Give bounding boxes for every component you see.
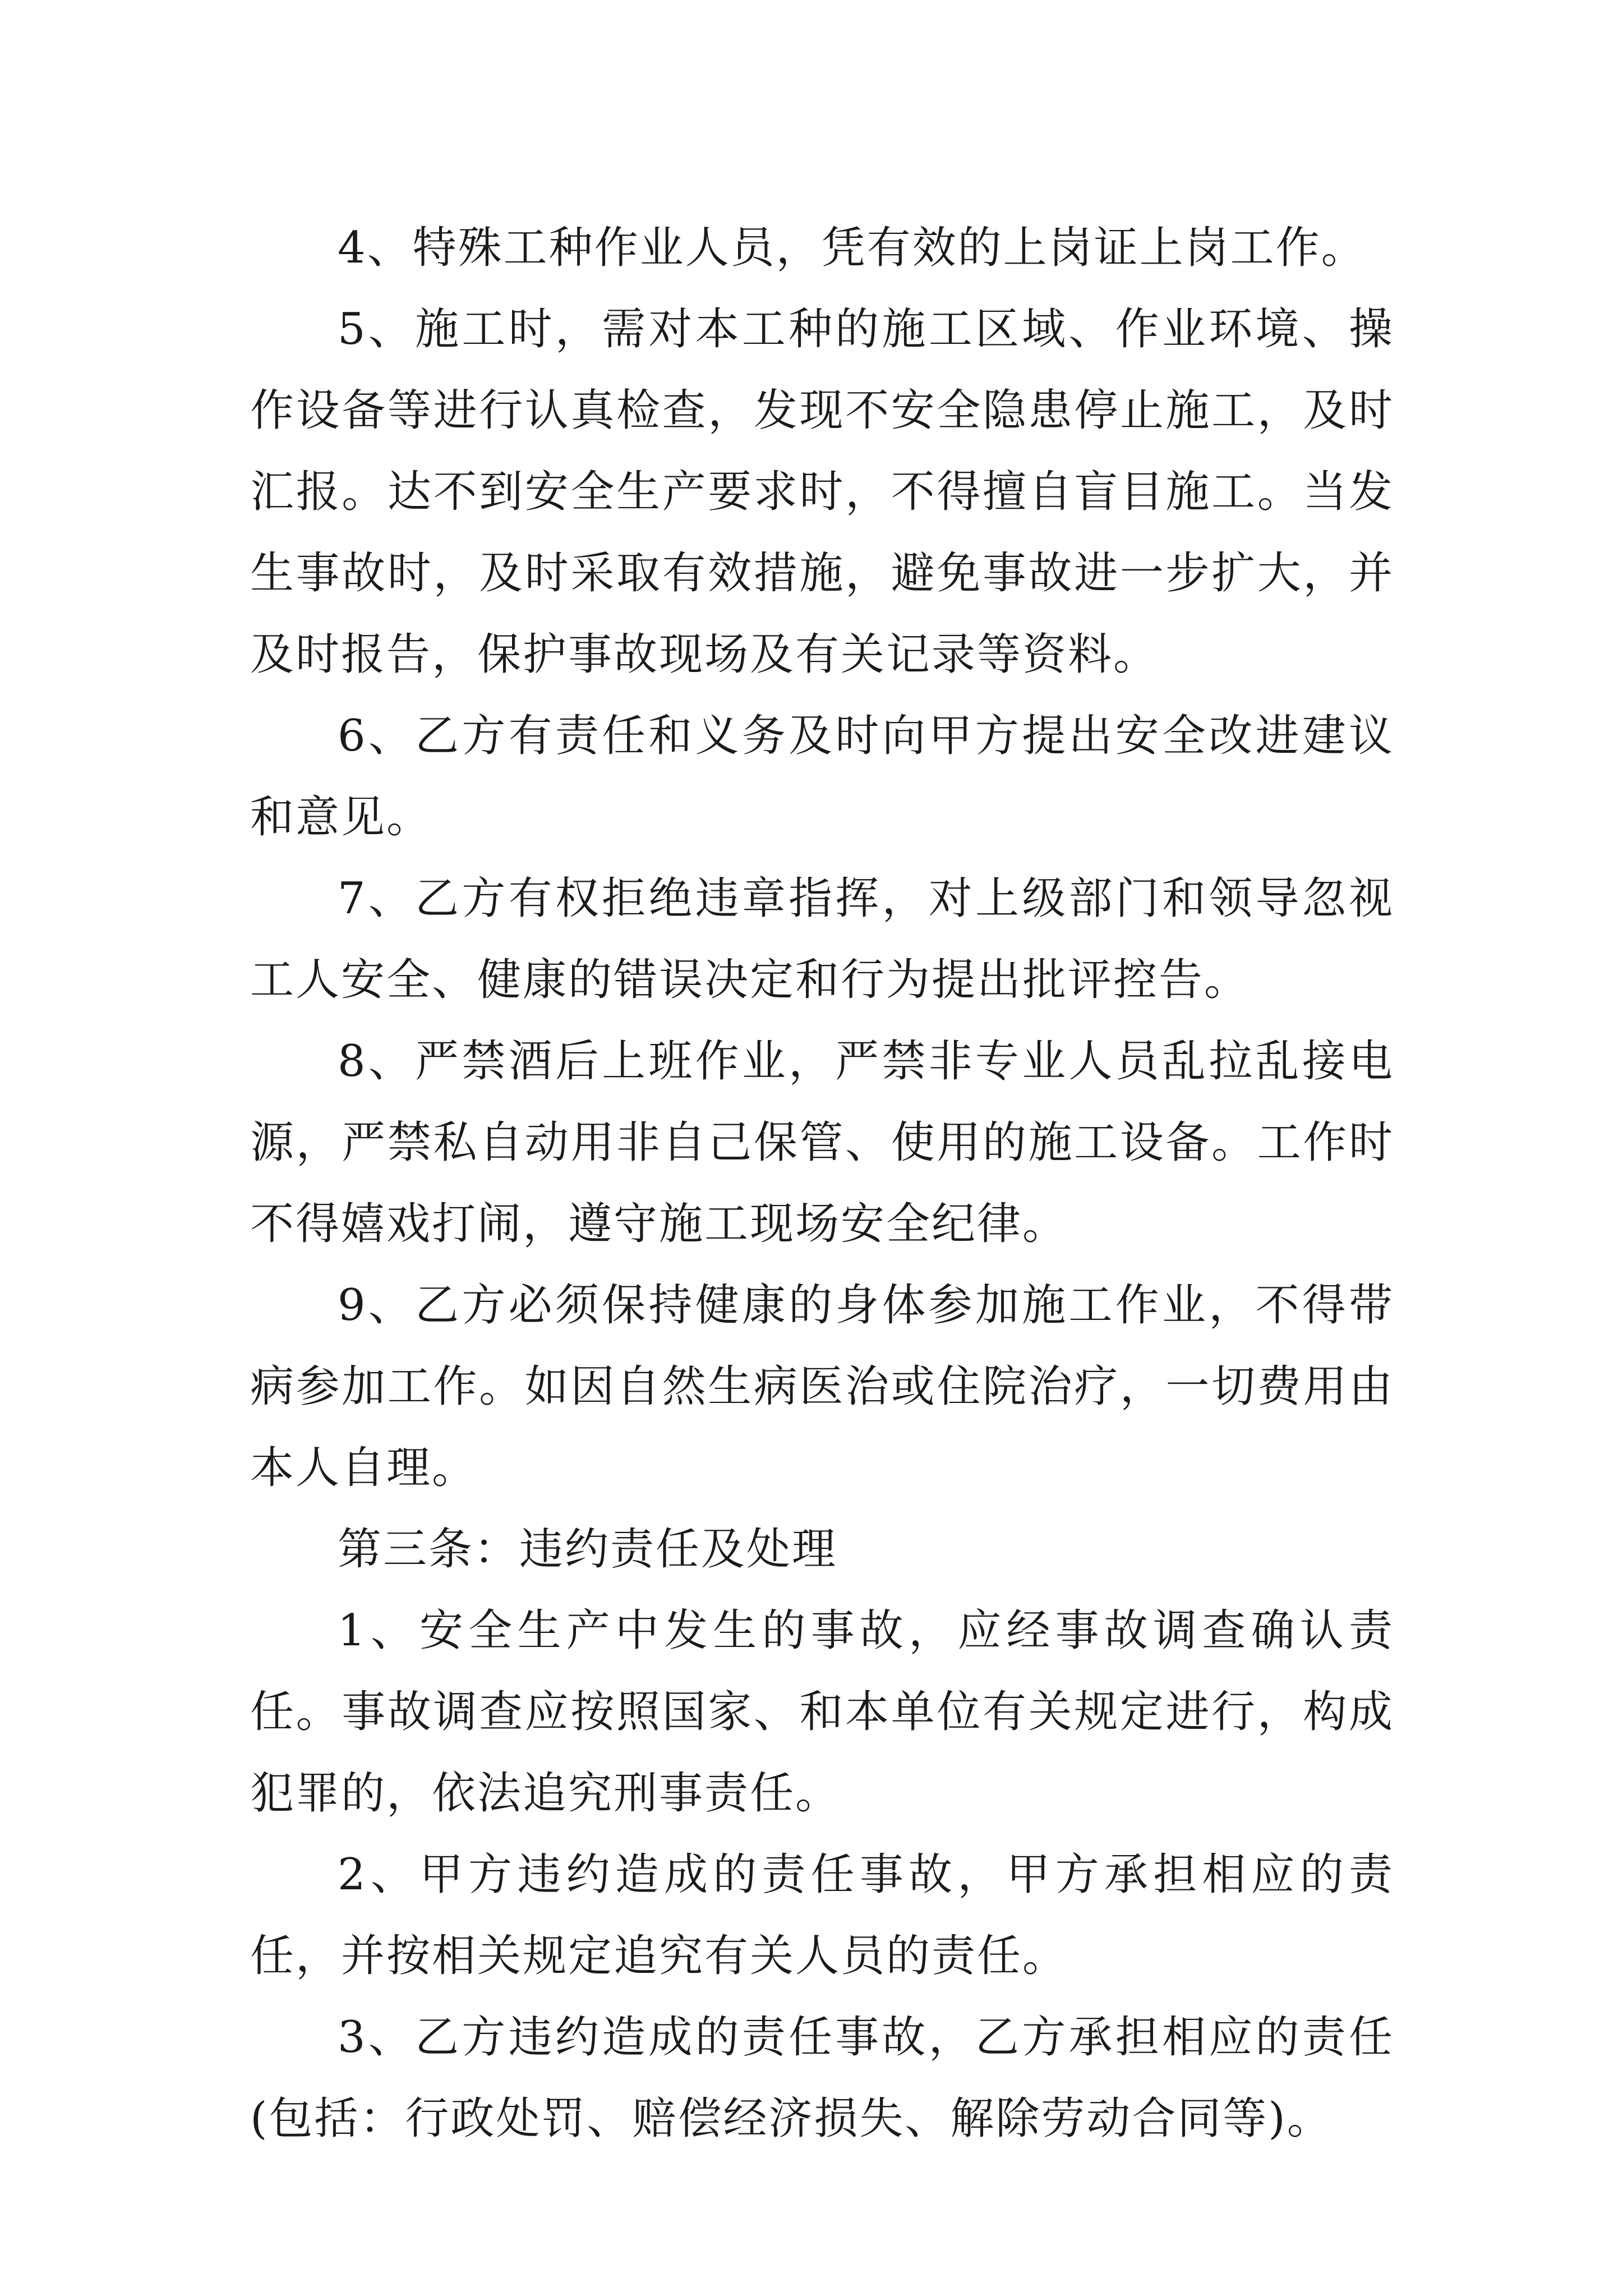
clause-item-6: 6、乙方有责任和义务及时向甲方提出安全改进建议和意见。: [250, 711, 1394, 843]
clause-item-8: 8、严禁酒后上班作业，严禁非专业人员乱拉乱接电源，严禁私自动用非自己保管、使用的施工设备。工作时不得嬉戏打闹，遵守施工现场安全纪律。: [250, 1036, 1394, 1249]
section-heading-article-3: 第三条：违约责任及处理: [338, 1524, 838, 1575]
liability-item-2: 2、甲方违约造成的责任事故，甲方承担相应的责任，并按相关规定追究有关人员的责任。: [250, 1849, 1394, 1981]
clause-item-4: 4、特殊工种作业人员，凭有效的上岗证上岗工作。: [338, 223, 1367, 273]
liability-item-1: 1、安全生产中发生的事故，应经事故调查确认责任。事故调查应按照国家、和本单位有关规定进行，构成犯罪的，依法追究刑事责任。: [250, 1605, 1394, 1819]
clause-item-7: 7、乙方有权拒绝违章指挥，对上级部门和领导忽视工人安全、健康的错误决定和行为提出批评控告。: [250, 873, 1394, 1005]
clause-item-9: 9、乙方必须保持健康的身体参加施工作业，不得带病参加工作。如因自然生病医治或住院治疗，一切费用由本人自理。: [250, 1280, 1394, 1493]
clause-item-5: 5、施工时，需对本工种的施工区域、作业环境、操作设备等进行认真检查，发现不安全隐患停止施工，及时汇报。达不到安全生产要求时，不得擅自盲目施工。当发生事故时，及时采取有效措施，避免事故进一步扩大，并及时报告，保护事故现场及有关记录等资料。: [250, 304, 1394, 680]
document-body: [250, 208, 1394, 2160]
liability-item-3: 3、乙方违约造成的责任事故，乙方承担相应的责任(包括：行政处罚、赔偿经济损失、解除劳动合同等)。: [250, 2012, 1394, 2144]
